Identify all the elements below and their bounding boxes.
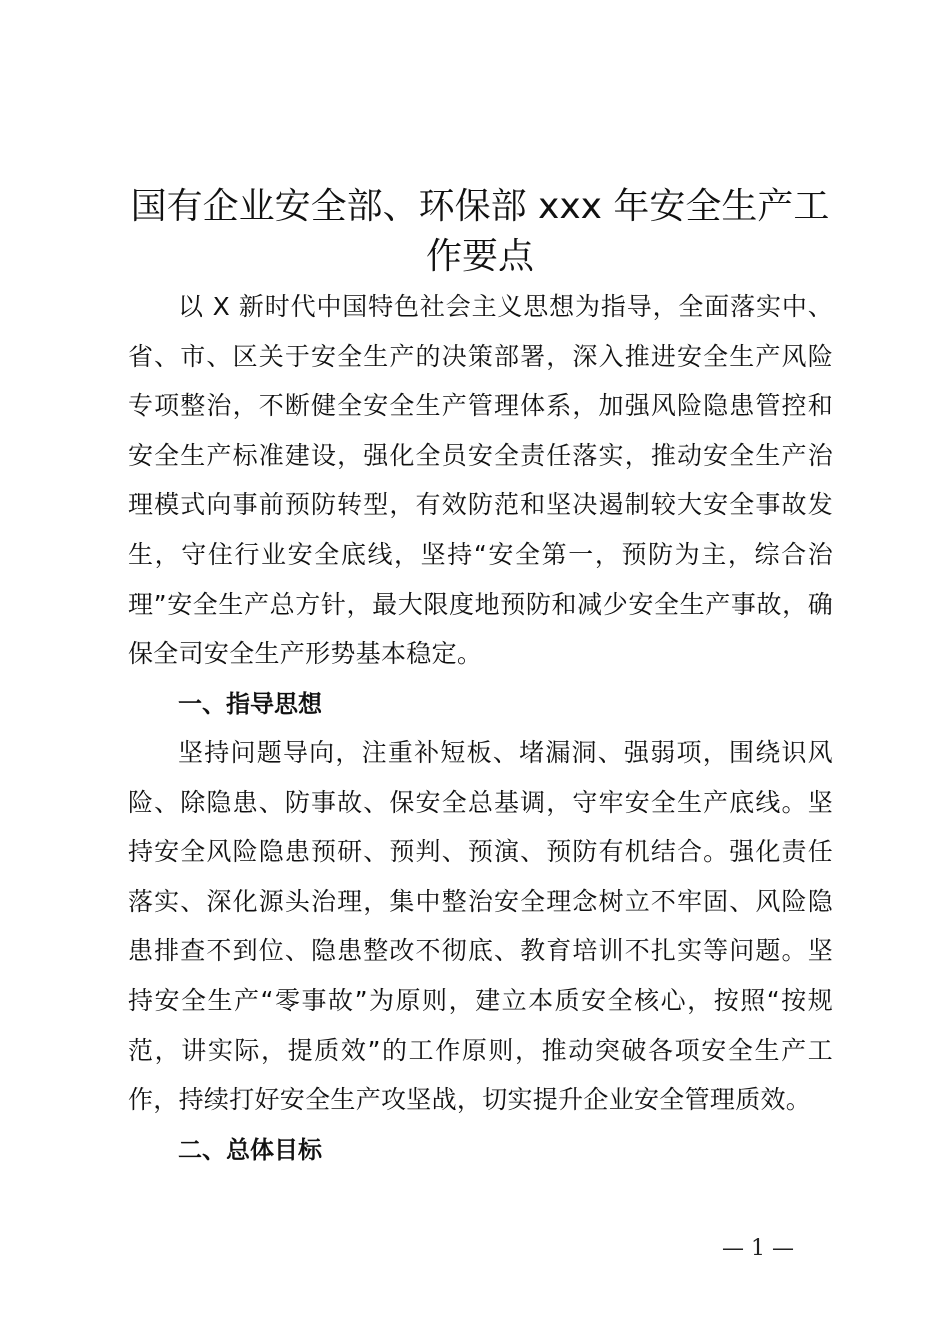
document-title-line-2: 作要点 — [425, 236, 534, 277]
intro-paragraph: 以 X 新时代中国特色社会主义思想为指导，全面落实中、省、市、区关于安全生产的决策部署，深入推进安全生产风险专项整治，不断健全安全生产管理体系，加强风险隐患管控和安全生产标准建设，强化全员安全责任落实，推动安全生产治理模式向事前预防转型，有效防范和坚决遏制较大安全事故发生，守住行业安全底线，坚持“安全第一，预防为主，综合治理”安全生产总方针，最大限度地预防和减少安全生产事故，确保全司安全生产形势基本稳定。 — [128, 292, 833, 669]
page-number: — 1 — — [722, 1236, 794, 1261]
document-title-line-1: 国有企业安全部、环保部 xxx 年安全生产工 — [130, 186, 830, 227]
section-1-paragraph: 坚持问题导向，注重补短板、堵漏洞、强弱项，围绕识风险、除隐患、防事故、保安全总基调，守牢安全生产底线。坚持安全风险隐患预研、预判、预演、预防有机结合。强化责任落实、深化源头治理，集中整治安全理念树立不牢固、风险隐患排查不到位、隐患整改不彻底、教育培训不扎实等问题。坚持安全生产“零事故”为原则，建立本质安全核心，按照“按规范，讲实际，提质效”的工作原则，推动突破各项安全生产工作，持续打好安全生产攻坚战，切实提升企业安全管理质效。 — [128, 738, 833, 1115]
section-heading-overall-goal: 二、总体目标 — [178, 1136, 322, 1164]
section-heading-guiding-thought: 一、指导思想 — [178, 690, 322, 718]
